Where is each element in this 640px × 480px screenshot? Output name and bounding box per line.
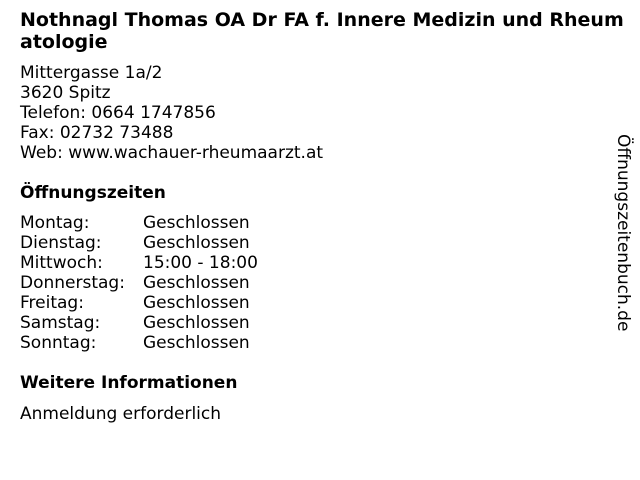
hours-day: Dienstag: [20,233,102,253]
hours-row-thursday [20,273,258,293]
hours-day: Samstag: [20,313,101,333]
address-city: 3620 Spitz [20,83,111,103]
hours-time: Geschlossen [143,313,250,333]
fax-number: Fax: 02732 73488 [20,123,174,143]
page-title: Nothnagl Thomas OA Dr FA f. Innere Medizin und Rheumatologie [20,9,624,53]
hours-time: Geschlossen [143,213,250,233]
hours-row-tuesday [20,233,258,253]
hours-time: Geschlossen [143,333,250,353]
hours-time: Geschlossen [143,233,250,253]
website: Web: www.wachauer-rheumaarzt.at [20,143,324,163]
hours-day: Donnerstag: [20,273,125,293]
opening-hours-table [20,213,258,353]
hours-day: Mittwoch: [20,253,103,273]
hours-row-monday [20,213,258,233]
contact-block [20,63,323,163]
hours-time: 15:00 - 18:00 [143,253,258,273]
hours-row-sunday [20,333,258,353]
further-info-text: Anmeldung erforderlich [20,404,222,424]
hours-row-saturday [20,313,258,333]
hours-time: Geschlossen [143,273,250,293]
hours-day: Freitag: [20,293,84,313]
hours-day: Montag: [20,213,90,233]
phone-number: Telefon: 0664 1747856 [20,103,216,123]
opening-hours-heading: Öffnungszeiten [20,183,166,203]
further-info-heading: Weitere Informationen [20,373,238,393]
hours-row-friday [20,293,258,313]
hours-row-wednesday [20,253,258,273]
site-brand-vertical: Öffnungszeitenbuch.de [613,134,633,332]
address-street: Mittergasse 1a/2 [20,63,163,83]
hours-time: Geschlossen [143,293,250,313]
hours-day: Sonntag: [20,333,97,353]
